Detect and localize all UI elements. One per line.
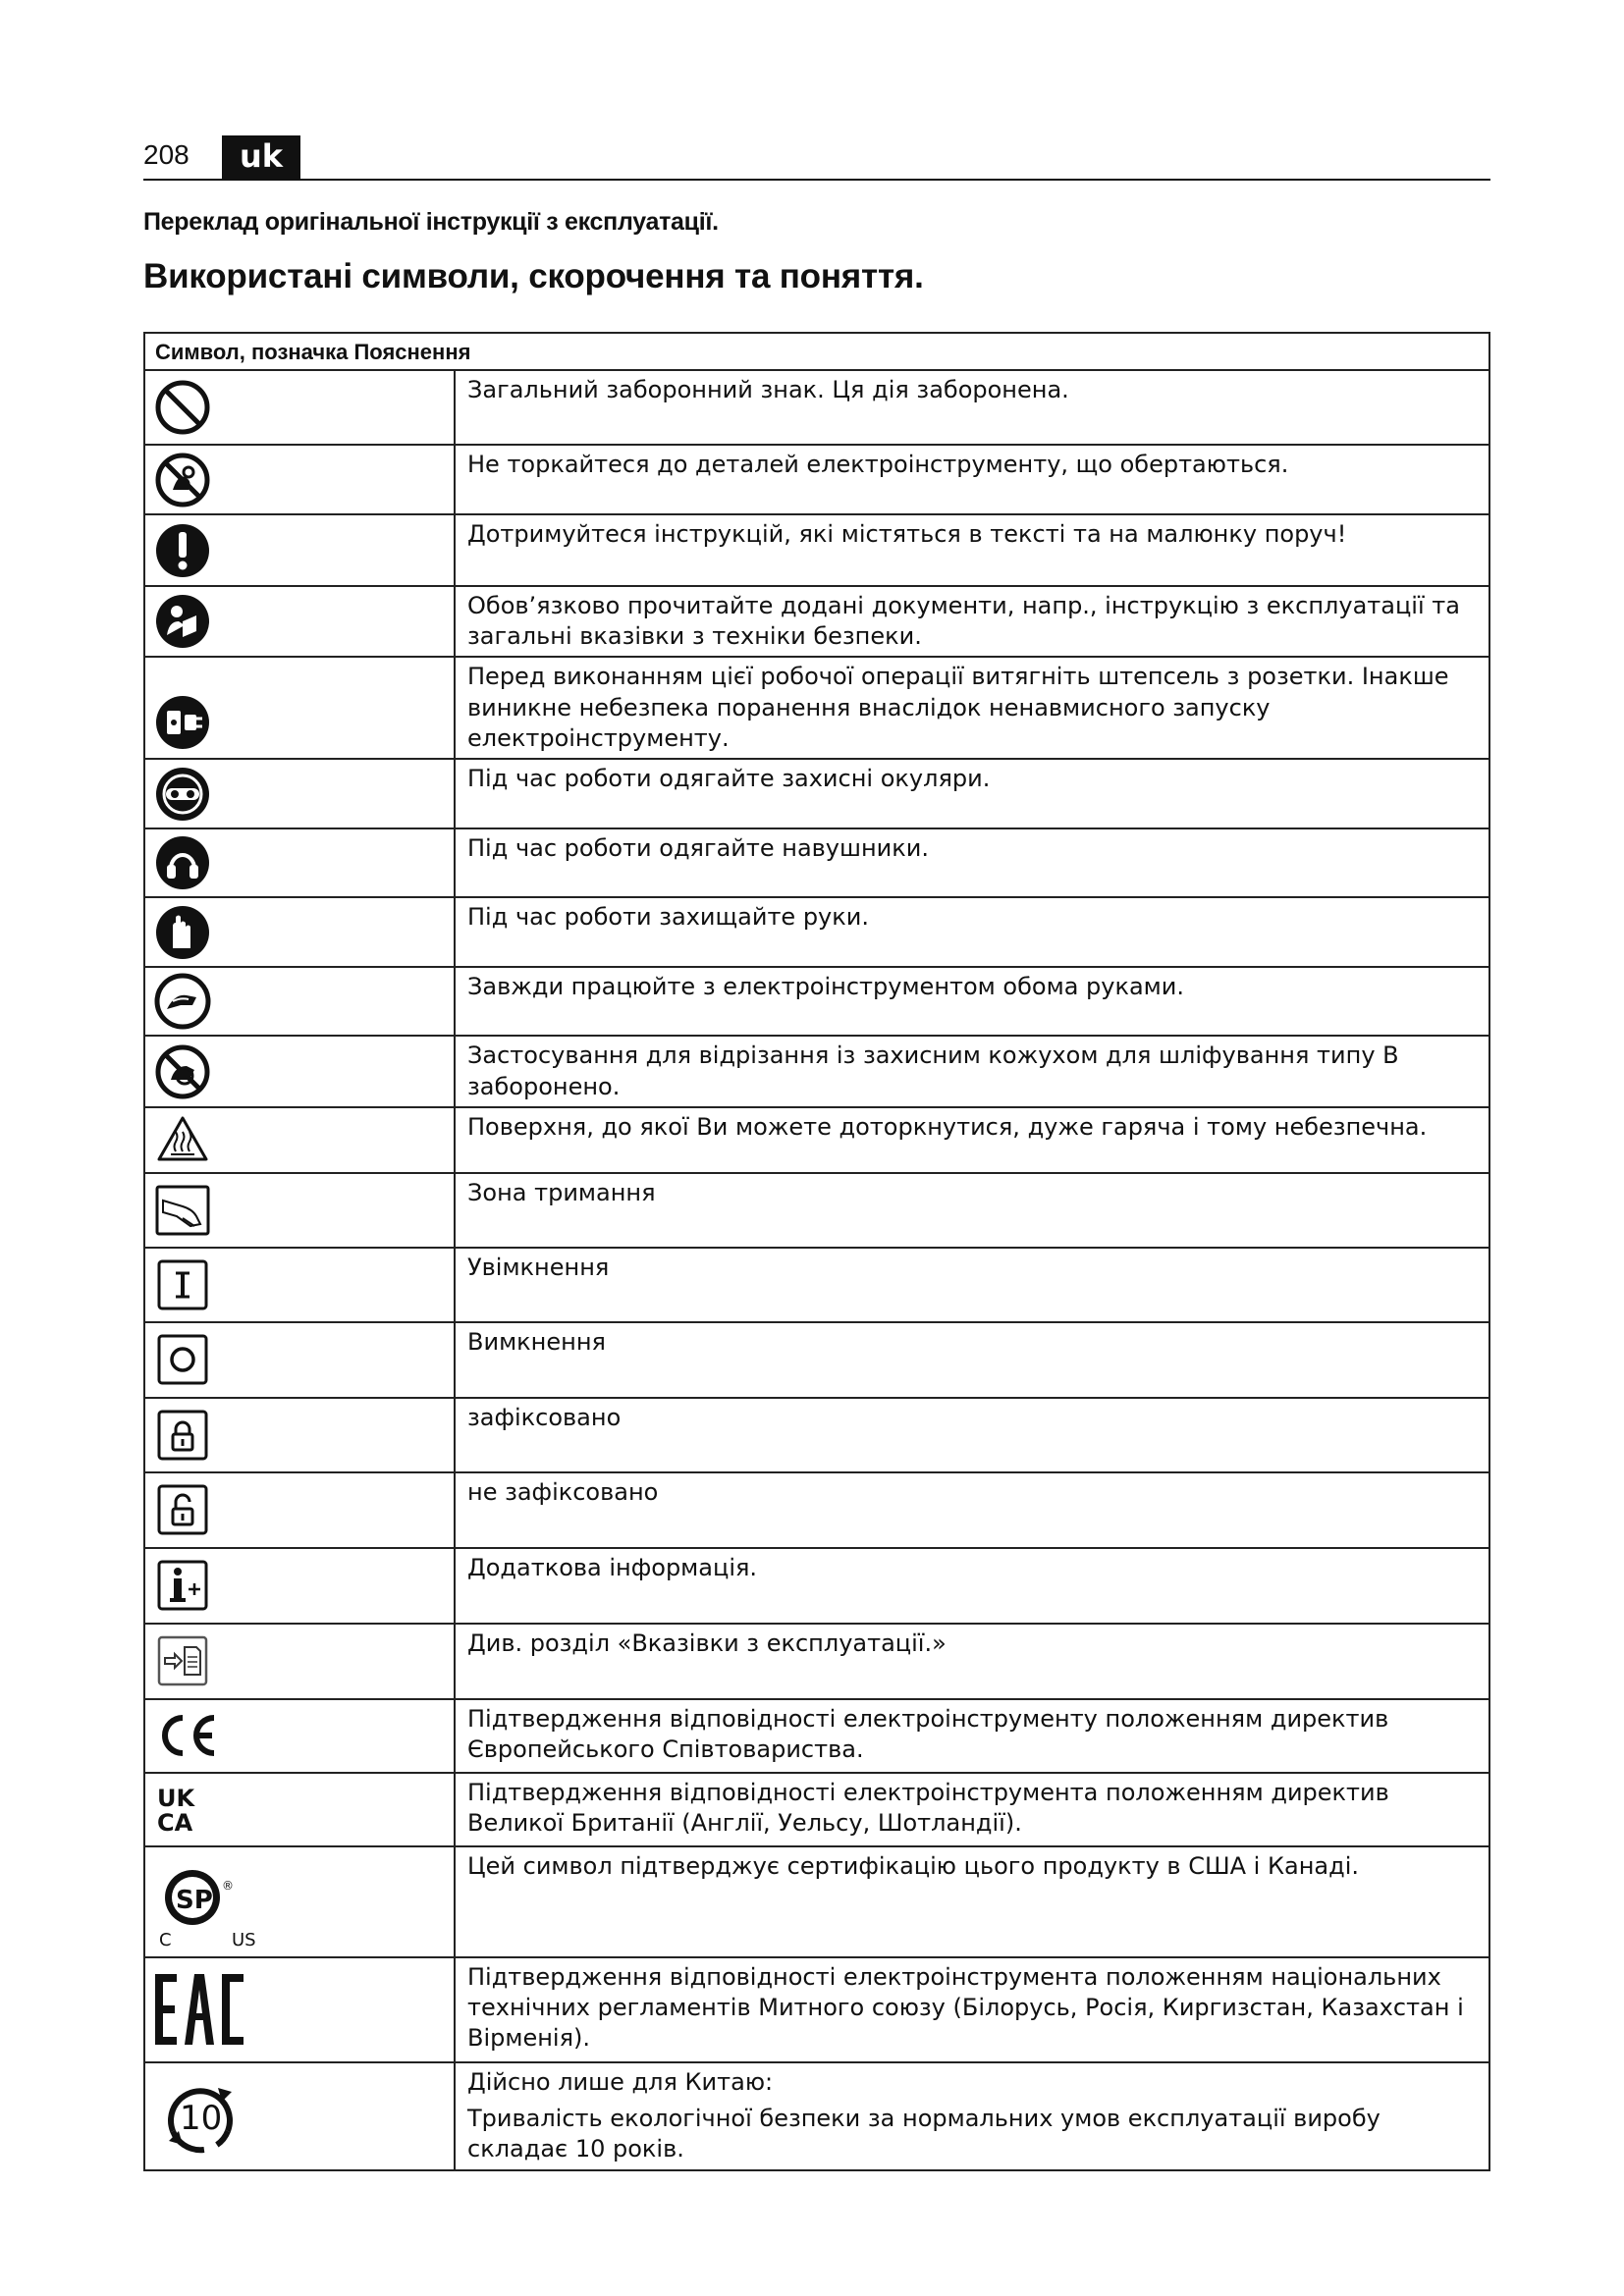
table-row — [144, 2062, 1489, 2170]
symbol-cell — [144, 445, 455, 514]
grip-zone-icon — [153, 1181, 212, 1240]
symbol-cell — [144, 1846, 455, 1957]
table-row — [144, 1773, 1489, 1846]
ear-protection-icon — [153, 833, 212, 892]
hot-surface-icon — [153, 1110, 212, 1169]
table-row — [144, 1036, 1489, 1106]
language-badge: uk — [222, 135, 300, 179]
explanation-cell: Обов’язково прочитайте додані документи, напр., інструкцію з експлуатації та загальні вказівки з техніки безпеки. — [455, 586, 1489, 657]
symbol-cell — [144, 1248, 455, 1322]
additional-info-icon — [153, 1556, 212, 1615]
symbol-cell — [144, 514, 455, 586]
ce-mark-icon — [153, 1706, 222, 1765]
table-row — [144, 657, 1489, 759]
unplug-icon — [153, 693, 212, 752]
table-row — [144, 1248, 1489, 1322]
safety-goggles-icon — [153, 765, 212, 824]
ukca-mark-icon — [153, 1780, 212, 1839]
symbol-cell — [144, 1173, 455, 1248]
symbol-cell — [144, 1322, 455, 1398]
table-row — [144, 828, 1489, 897]
no-cutting-with-guard-icon — [153, 1042, 212, 1101]
table-row — [144, 1699, 1489, 1773]
table-row — [144, 514, 1489, 586]
explanation-cell: Загальний заборонний знак. Ця дія заборонена. — [455, 370, 1489, 445]
symbol-cell — [144, 1398, 455, 1472]
read-manual-icon — [153, 592, 212, 651]
explanation-cell: Зона тримання — [455, 1173, 1489, 1248]
table-row — [144, 1472, 1489, 1548]
table-header-row — [144, 333, 1489, 370]
explanation-cell: Дійсно лише для Китаю: Тривалість екологічної безпеки за нормальних умов експлуатації виробу складає 10 років. — [455, 2062, 1489, 2170]
symbol-cell — [144, 586, 455, 657]
unlocked-icon — [153, 1480, 212, 1539]
switch-on-icon — [153, 1255, 212, 1314]
gloves-icon — [153, 903, 212, 962]
switch-off-icon — [153, 1330, 212, 1389]
table-row — [144, 445, 1489, 514]
table-row — [144, 1398, 1489, 1472]
symbols-table — [143, 332, 1490, 2171]
svg-text:10: 10 — [180, 2098, 223, 2138]
explanation-cell: Підтвердження відповідності електроінструмента положенням директив Великої Британії (Англії, Уельсу, Шотландії). — [455, 1773, 1489, 1846]
explanation-cell: Не торкайтеся до деталей електроінструменту, що обертаються. — [455, 445, 1489, 514]
svg-text:CA: CA — [157, 1809, 193, 1838]
symbol-cell — [144, 657, 455, 759]
symbol-cell — [144, 370, 455, 445]
explanation-cell: Під час роботи одягайте захисні окуляри. — [455, 759, 1489, 828]
see-section-icon — [153, 1631, 212, 1690]
symbol-cell — [144, 759, 455, 828]
explanation-cell: Підтвердження відповідності електроінструменту положенням директив Європейського Співтовариства. — [455, 1699, 1489, 1773]
locked-icon — [153, 1406, 212, 1465]
prohibition-sign-icon — [153, 378, 212, 437]
svg-text:®: ® — [222, 1879, 234, 1894]
table-row — [144, 1846, 1489, 1957]
symbol-cell — [144, 1624, 455, 1699]
symbol-cell — [144, 1957, 455, 2062]
explanation-cell: Завжди працюйте з електроінструментом обома руками. — [455, 967, 1489, 1036]
section-title: Використані символи, скорочення та поняття. — [143, 257, 924, 295]
two-hands-icon — [153, 972, 212, 1031]
table-row — [144, 1173, 1489, 1248]
explanation-cell: Застосування для відрізання із захисним кожухом для шліфування типу B заборонено. — [455, 1036, 1489, 1106]
symbol-cell — [144, 897, 455, 967]
symbol-cell — [144, 1699, 455, 1773]
table-row — [144, 1322, 1489, 1398]
explanation-cell: не зафіксовано — [455, 1472, 1489, 1548]
explanation-cell: Дотримуйтеся інструкцій, які містяться в тексті та на малюнку поруч! — [455, 514, 1489, 586]
explanation-cell: Додаткова інформація. — [455, 1548, 1489, 1624]
symbol-cell — [144, 828, 455, 897]
table-row — [144, 1548, 1489, 1624]
symbol-cell — [144, 1472, 455, 1548]
table-row — [144, 1624, 1489, 1699]
document-subtitle: Переклад оригінальної інструкції з експлуатації. — [143, 208, 719, 236]
do-not-touch-rotating-parts-icon — [153, 451, 212, 509]
table-row — [144, 370, 1489, 445]
symbol-cell — [144, 1036, 455, 1106]
svg-text:US: US — [232, 1930, 256, 1951]
symbol-cell — [144, 967, 455, 1036]
explanation-cell: Див. розділ «Вказівки з експлуатації.» — [455, 1624, 1489, 1699]
svg-text:SP: SP — [176, 1886, 213, 1916]
explanation-cell: Під час роботи захищайте руки. — [455, 897, 1489, 967]
table-row — [144, 759, 1489, 828]
explanation-cell: Увімкнення — [455, 1248, 1489, 1322]
table-row — [144, 1957, 1489, 2062]
explanation-cell: Цей символ підтверджує сертифікацію цього продукту в США і Канаді. — [455, 1846, 1489, 1957]
svg-text:C: C — [159, 1930, 172, 1951]
eac-mark-icon — [153, 1968, 247, 2051]
symbol-cell — [144, 2062, 455, 2170]
china-10-years-icon — [153, 2072, 247, 2161]
page-number: 208 — [143, 139, 189, 170]
table-header: Символ, позначка Пояснення — [144, 333, 1489, 370]
explanation-cell: Вимкнення — [455, 1322, 1489, 1398]
explanation-cell: Під час роботи одягайте навушники. — [455, 828, 1489, 897]
csa-mark-icon — [153, 1852, 271, 1950]
table-row — [144, 1107, 1489, 1173]
symbol-cell — [144, 1548, 455, 1624]
header-rule — [143, 179, 1490, 181]
explanation-cell: Перед виконанням цієї робочої операції витягніть штепсель з розетки. Інакше виникне небезпека поранення внаслідок ненавмисного запуску електроінструменту. — [455, 657, 1489, 759]
table-row — [144, 586, 1489, 657]
explanation-cell: зафіксовано — [455, 1398, 1489, 1472]
explanation-cell: Підтвердження відповідності електроінструмента положенням національних технічних регламентів Митного союзу (Білорусь, Росія, Киргизстан, Казахстан і Вірменія). — [455, 1957, 1489, 2062]
symbol-cell — [144, 1773, 455, 1846]
explanation-cell: Поверхня, до якої Ви можете доторкнутися, дуже гаряча і тому небезпечна. — [455, 1107, 1489, 1173]
symbol-cell — [144, 1107, 455, 1173]
page-header — [143, 135, 1490, 183]
exclamation-icon — [153, 521, 212, 580]
table-row — [144, 897, 1489, 967]
table-row — [144, 967, 1489, 1036]
svg-text:UK: UK — [157, 1785, 195, 1813]
